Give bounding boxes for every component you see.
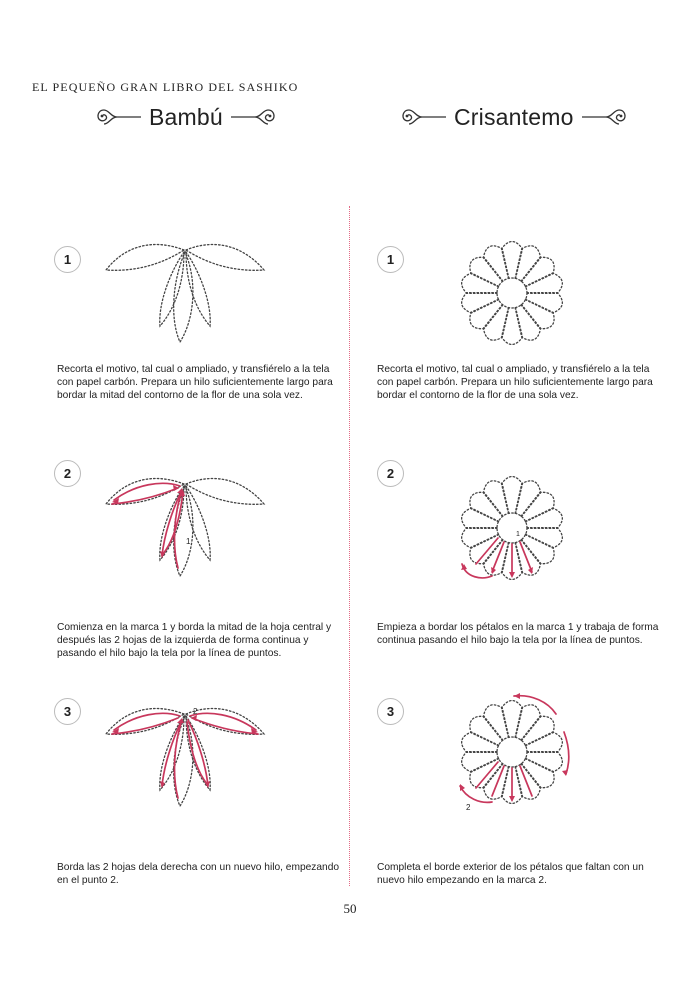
- flower-petal: [462, 508, 499, 527]
- step-badge: 2: [54, 460, 81, 487]
- flower-petal: [462, 273, 499, 292]
- bamboo-motif-step-1: [100, 232, 270, 350]
- flower-petal: [502, 477, 522, 514]
- stitch-mark-1: 1: [516, 531, 520, 538]
- flower-center: [497, 737, 527, 767]
- stitch-mark-2: 2: [193, 707, 198, 716]
- flower-petal: [526, 752, 563, 771]
- step-badge: 1: [54, 246, 81, 273]
- flower-petal: [522, 300, 554, 329]
- flower-petal: [526, 293, 563, 312]
- step-caption: Recorta el motivo, tal cual o ampliado, y transfiérelo a la tela con papel carbón. Prepara un hilo suficientemente largo para bordar el contorno de la flor de una sola vez.: [377, 364, 653, 402]
- bamboo-motif-step-2: [100, 466, 270, 584]
- section-title-crisantemo: [400, 100, 628, 134]
- flower-petal: [470, 257, 502, 286]
- step-badge: 3: [377, 698, 404, 725]
- step-caption: Recorta el motivo, tal cual o ampliado, y transfiérelo a la tela con papel carbón. Prepara un hilo suficientemente largo para bordar la mitad del contorno de la flor de una sola vez.: [57, 364, 333, 402]
- section-title-text: Bambú: [149, 103, 223, 130]
- flower-petal: [522, 492, 554, 521]
- step-badge: 1: [377, 246, 404, 273]
- flower-center: [497, 278, 527, 308]
- step-badge: 3: [54, 698, 81, 725]
- flower-petal: [462, 732, 499, 751]
- step-caption: Empieza a bordar los pétalos en la marca 1 y trabaja de forma continua pasando el hilo bajo la tela por la línea de puntos.: [377, 622, 659, 647]
- chrysanthemum-motif-step-2: [452, 468, 572, 588]
- ornament-left-icon: [400, 106, 448, 128]
- ornament-right-icon: [229, 106, 277, 128]
- step-caption: Completa el borde exterior de los pétalos que faltan con un nuevo hilo empezando en la marca 2.: [377, 862, 644, 887]
- flower-petal: [526, 528, 563, 547]
- ornament-right-icon: [580, 106, 628, 128]
- stitch-mark-1: 1: [186, 537, 191, 546]
- step-caption: Comienza en la marca 1 y borda la mitad de la hoja central y después las 2 hojas de la izquierda de forma continua y pasando el hilo bajo la tela por la línea de puntos.: [57, 622, 332, 660]
- flower-petal: [502, 701, 522, 738]
- flower-petal: [522, 716, 554, 745]
- section-title-text: Crisantemo: [454, 103, 574, 130]
- page-number: 50: [343, 901, 357, 916]
- step-badge: 2: [377, 460, 404, 487]
- stitch-mark-2: 2: [466, 803, 471, 812]
- step-caption: Borda las 2 hojas dela derecha con un nuevo hilo, empezando en el punto 2.: [57, 862, 340, 887]
- flower-center: [497, 513, 527, 543]
- chrysanthemum-motif-step-3: [452, 692, 572, 812]
- flower-petal: [470, 492, 502, 521]
- chrysanthemum-motif-step-1: [452, 233, 572, 353]
- section-title-bambu: [95, 100, 277, 134]
- flower-petal: [502, 308, 522, 345]
- flower-petal: [470, 716, 502, 745]
- flower-petal: [470, 300, 502, 329]
- flower-petal: [502, 242, 522, 279]
- ornament-left-icon: [95, 106, 143, 128]
- bamboo-motif-step-3: [100, 696, 270, 814]
- column-divider: [349, 206, 350, 886]
- book-title: EL PEQUEÑO GRAN LIBRO DEL SASHIKO: [32, 80, 299, 94]
- flower-petal: [522, 257, 554, 286]
